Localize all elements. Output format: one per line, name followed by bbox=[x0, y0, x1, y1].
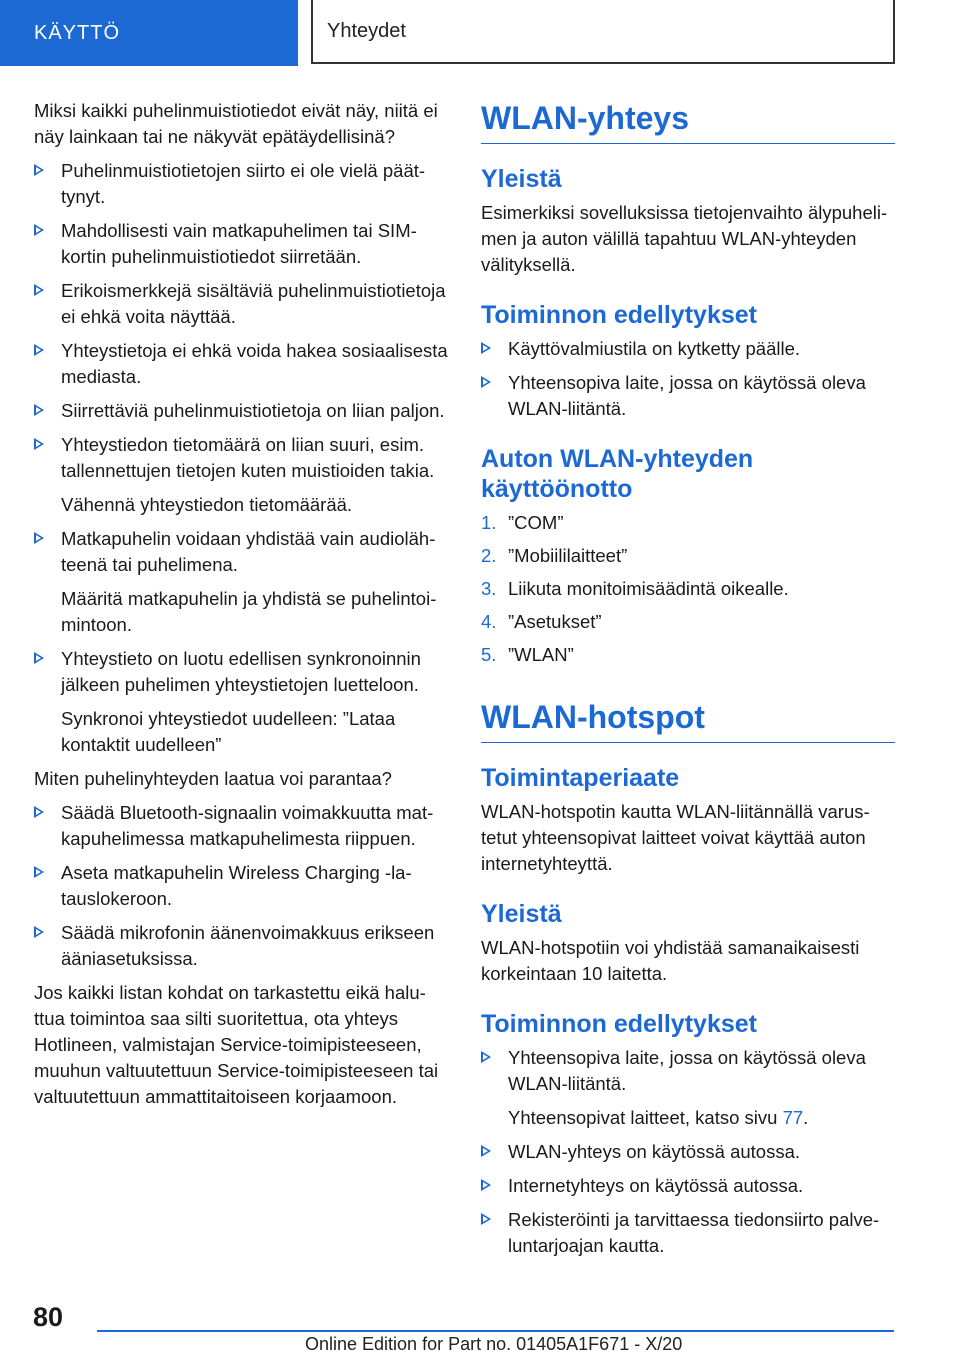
page-reference-link[interactable]: 77 bbox=[782, 1107, 804, 1128]
bullet-triangle-icon bbox=[34, 224, 44, 236]
bullet-triangle-icon bbox=[481, 1213, 491, 1225]
section-tab[interactable]: KÄYTTÖ bbox=[0, 0, 298, 66]
heading-setup: Auton WLAN-yhteyden käyttöönotto bbox=[481, 445, 754, 503]
list-item: Yhteensopiva laite, jossa on käytössä oleva WLAN-liitäntä. bbox=[481, 370, 895, 422]
list-item: Erikoismerkkejä sisältäviä puhelinmuistiotietoja ei ehkä voita näyttää. bbox=[34, 278, 450, 330]
paragraph-general-hotspot: WLAN-hotspotiin voi yhdistää samanaikaisesti korkeintaan 10 laitetta. bbox=[481, 937, 860, 984]
step-item: 4. ”Asetukset” bbox=[481, 611, 602, 632]
footer-edition: Online Edition for Part no. 01405A1F671 - X/20 bbox=[305, 1334, 683, 1354]
bullet-triangle-icon bbox=[481, 1145, 491, 1157]
right-column bbox=[481, 98, 895, 1267]
bullet-triangle-icon bbox=[34, 806, 44, 818]
step-item: 3. Liikuta monitoimisäädintä oikealle. bbox=[481, 578, 789, 599]
list-item: Yhteystietoja ei ehkä voida hakea sosiaalisesta mediasta. bbox=[34, 338, 450, 390]
heading-wlan-connection: WLAN-yhteys bbox=[481, 98, 895, 144]
step-item: 1. ”COM” bbox=[481, 512, 564, 533]
question-missing-contacts: Miksi kaikki puhelinmuistiotiedot eivät näy, niitä ei näy lainkaan tai ne näkyvät epätäydellisinä? bbox=[34, 100, 438, 147]
list-item: Yhteystiedon tietomäärä on liian suuri, esim. tallennettujen tietojen kuten muistioiden takia. Vähennä yhteystiedon tietomäärää. bbox=[34, 432, 450, 518]
heading-requirements-hotspot: Toiminnon edellytykset bbox=[481, 1010, 757, 1038]
paragraph-principle: WLAN-hotspotin kautta WLAN-liitännällä varustetut yhteensopivat laitteet voivat käyttää auton internetyhteyttä. bbox=[481, 801, 870, 874]
hotspot-requirements-list bbox=[481, 1045, 895, 1259]
page-header bbox=[0, 0, 960, 66]
bullet-triangle-icon bbox=[34, 284, 44, 296]
heading-requirements: Toiminnon edellytykset bbox=[481, 301, 757, 329]
question-call-quality: Miten puhelinyhteyden laatua voi parantaa? bbox=[34, 768, 392, 789]
requirements-list bbox=[481, 336, 895, 422]
bullet-triangle-icon bbox=[34, 164, 44, 176]
setup-steps bbox=[481, 510, 895, 668]
bullet-triangle-icon bbox=[481, 342, 491, 354]
list-item: Aseta matkapuhelin Wireless Charging -latauslokeroon. bbox=[34, 860, 450, 912]
list-item: WLAN-yhteys on käytössä autossa. bbox=[481, 1139, 895, 1165]
list-item: Matkapuhelin voidaan yhdistää vain audiolähteenä tai puhelimena. Määritä matkapuhelin ja yhdistä se puhelintoimintoon. bbox=[34, 526, 450, 638]
list-item: Säädä mikrofonin äänenvoimakkuus erikseen ääniasetuksissa. bbox=[34, 920, 450, 972]
bullet-triangle-icon bbox=[34, 404, 44, 416]
list-item: Siirrettäviä puhelinmuistiotietoja on liian paljon. bbox=[34, 398, 450, 424]
heading-wlan-hotspot: WLAN-hotspot bbox=[481, 697, 895, 743]
list-item: Käyttövalmiustila on kytketty päälle. bbox=[481, 336, 895, 362]
bullet-triangle-icon bbox=[34, 344, 44, 356]
heading-general-hotspot: Yleistä bbox=[481, 900, 562, 928]
list-item-note: Synkronoi yhteystiedot uudelleen: ”Lataa kontaktit uudelleen” bbox=[61, 708, 396, 755]
step-item: 2. ”Mobiililaitteet” bbox=[481, 545, 628, 566]
bullet-triangle-icon bbox=[481, 376, 491, 388]
left-column bbox=[34, 98, 450, 1118]
list-item: Mahdollisesti vain matkapuhelimen tai SIM-kortin puhelinmuistiotiedot siirretään. bbox=[34, 218, 450, 270]
bullet-triangle-icon bbox=[481, 1179, 491, 1191]
bullet-triangle-icon bbox=[34, 926, 44, 938]
chapter-tab[interactable]: Yhteydet bbox=[311, 0, 895, 64]
bullet-triangle-icon bbox=[34, 532, 44, 544]
bullet-triangle-icon bbox=[34, 438, 44, 450]
list-item: Rekisteröinti ja tarvittaessa tiedonsiirto palveluntarjoajan kautta. bbox=[481, 1207, 895, 1259]
list-item: Yhteystieto on luotu edellisen synkronoinnin jälkeen puhelimen yhteystietojen luetteloon. Synkronoi yhteystiedot uudelleen: ”Lataa kontaktit uudelleen” bbox=[34, 646, 450, 758]
bullet-triangle-icon bbox=[34, 652, 44, 664]
bullet-triangle-icon bbox=[481, 1051, 491, 1063]
list-item-note: Vähennä yhteystiedon tietomäärää. bbox=[61, 494, 353, 515]
heading-general: Yleistä bbox=[481, 165, 562, 193]
footer-divider bbox=[97, 1330, 894, 1332]
list-item-note: Määritä matkapuhelin ja yhdistä se puhelintoimintoon. bbox=[61, 588, 437, 635]
step-item: 5. ”WLAN” bbox=[481, 644, 574, 665]
list-item: Säädä Bluetooth-signaalin voimakkuutta matkapuhelimessa matkapuhelimesta riippuen. bbox=[34, 800, 450, 852]
heading-principle: Toimintaperiaate bbox=[481, 764, 680, 792]
missing-contacts-list bbox=[34, 158, 450, 758]
list-item: Yhteensopiva laite, jossa on käytössä oleva WLAN-liitäntä. Yhteensopivat laitteet, katso sivu 77. bbox=[481, 1045, 895, 1131]
page-number: 80 bbox=[33, 1302, 64, 1332]
list-item-note: Yhteensopivat laitteet, katso sivu 77. bbox=[508, 1107, 809, 1128]
list-item: Internetyhteys on käytössä autossa. bbox=[481, 1173, 895, 1199]
list-item: Puhelinmuistiotietojen siirto ei ole vielä päättynyt. bbox=[34, 158, 450, 210]
closing-paragraph: Jos kaikki listan kohdat on tarkastettu eikä haluttua toimintoa saa silti suoritettua, ota yhteys Hotlineen, valmistajan Service-toimipisteeseen, muuhun valtuutettuun Service-toimipisteeseen tai valtuutettuun ammattitaitoiseen korjaamoon. bbox=[34, 982, 439, 1107]
call-quality-list bbox=[34, 800, 450, 972]
bullet-triangle-icon bbox=[34, 866, 44, 878]
paragraph-general: Esimerkiksi sovelluksissa tietojenvaihto älypuhelimen ja auton välillä tapahtuu WLAN-yhteyden välityksellä. bbox=[481, 202, 888, 275]
